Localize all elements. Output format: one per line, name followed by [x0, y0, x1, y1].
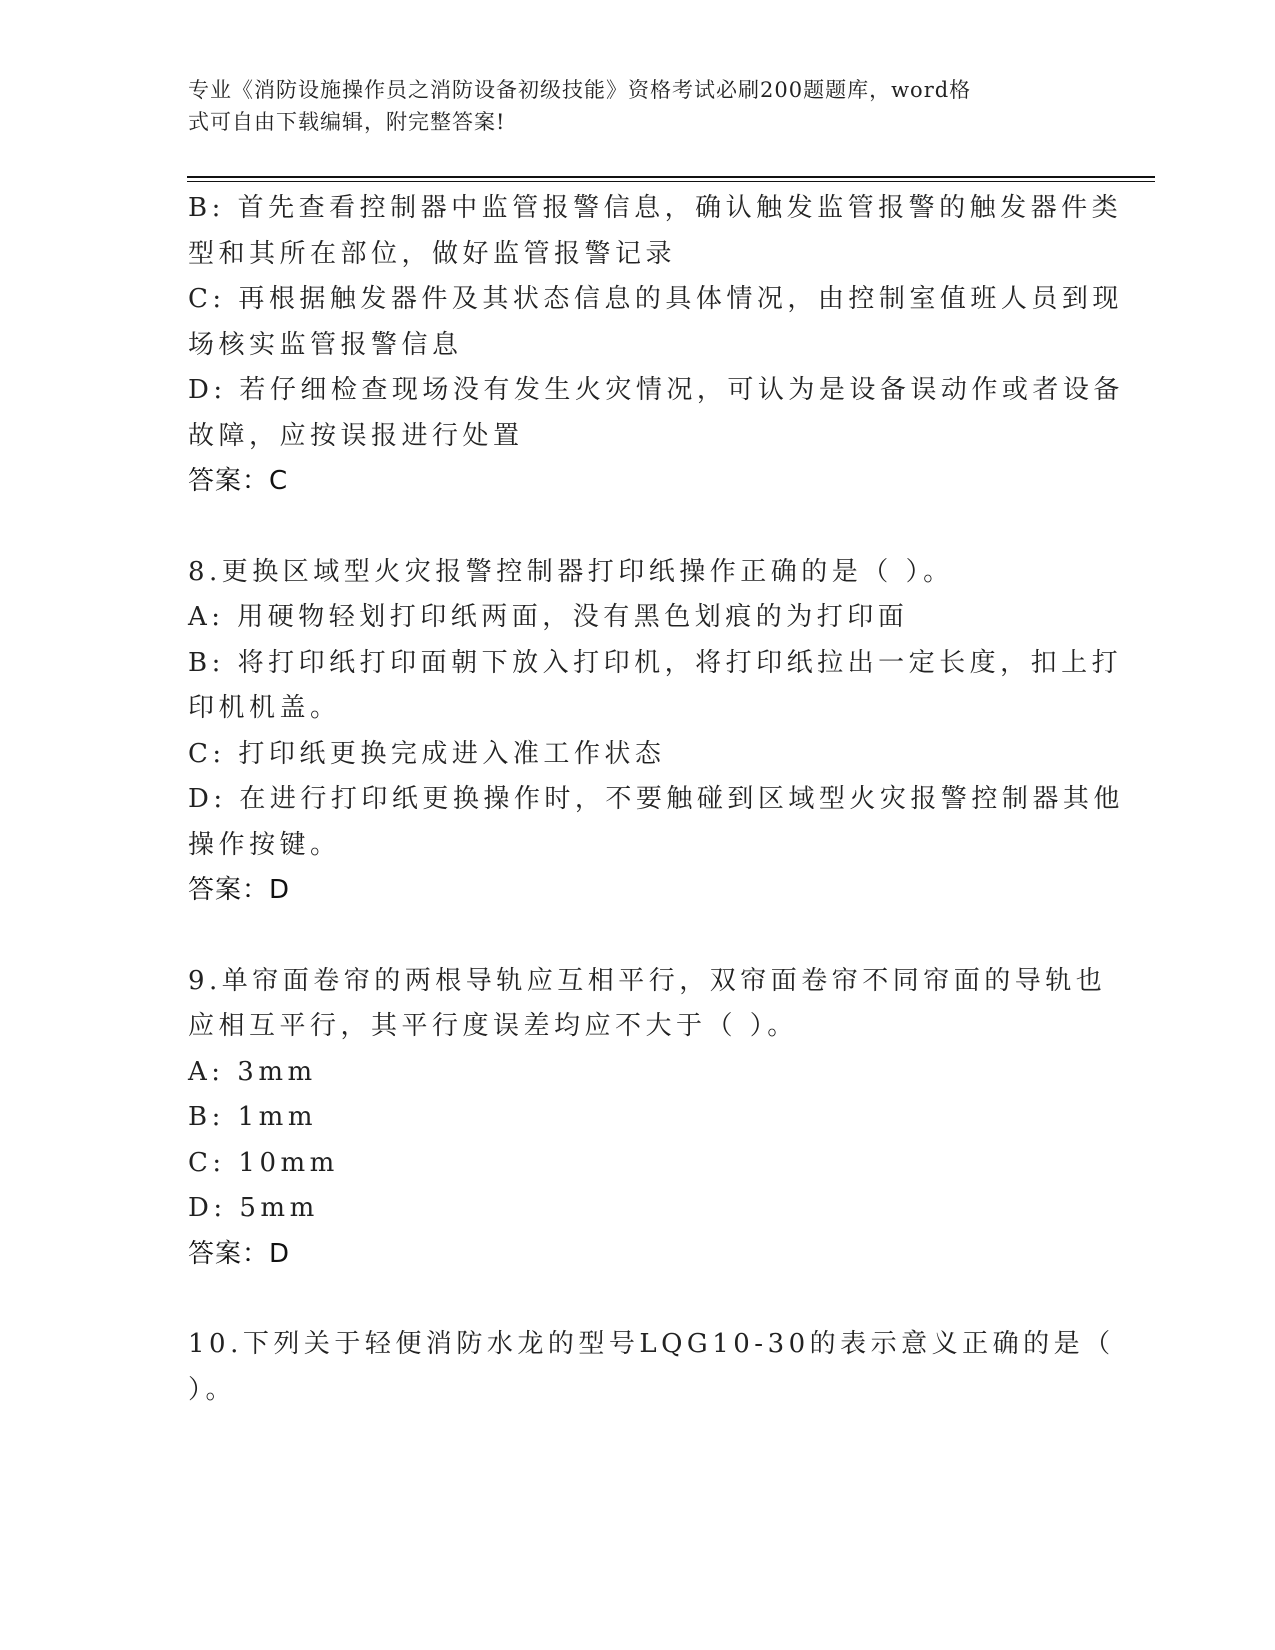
option-d-line-2: 操作按键。 — [188, 829, 341, 860]
option-b-line-1: B: 首先查看控制器中监管报警信息，确认触发监管报警的触发器件类 — [188, 193, 1123, 223]
option-b-line-2: 印机机盖。 — [188, 693, 341, 723]
header-line-2: 式可自由下载编辑，附完整答案! — [188, 110, 506, 134]
answer-label: 答案：D — [188, 875, 291, 905]
option-b-line-1: B: 将打印纸打印面朝下放入打印机，将打印纸拉出一定长度，扣上打 — [188, 647, 1123, 678]
option-c-line-1: C: 再根据触发器件及其状态信息的具体情况，由控制室值班人员到现 — [188, 284, 1123, 314]
header-divider-thick — [187, 176, 1155, 178]
header-divider-thin — [187, 181, 1155, 182]
question-list — [188, 186, 1124, 1413]
question-stem: 8.更换区域型火灾报警控制器打印纸操作正确的是（ ）。 — [188, 556, 954, 587]
document-header — [188, 74, 1088, 138]
question-stem-line-2: 应相互平行，其平行度误差均应不大于（ ）。 — [188, 1011, 798, 1041]
answer-label: 答案：C — [188, 466, 289, 496]
option-c: C: 10mm — [188, 1147, 339, 1178]
option-d: D: 5mm — [188, 1193, 319, 1223]
spacer — [188, 1277, 1088, 1322]
question-8 — [188, 550, 1124, 914]
option-b-line-2: 型和其所在部位，做好监管报警记录 — [188, 238, 677, 269]
option-d-line-1: D: 若仔细检查现场没有发生火灾情况，可认为是设备误动作或者设备 — [188, 375, 1124, 405]
question-stem-line-1: 9.单帘面卷帘的两根导轨应互相平行，双帘面卷帘不同帘面的导轨也 — [188, 965, 1107, 996]
option-a: A: 3mm — [188, 1056, 317, 1087]
question-7 — [188, 186, 1124, 505]
question-stem-line-2: ）。 — [188, 1374, 237, 1405]
question-10 — [188, 1322, 1115, 1413]
spacer — [188, 505, 1088, 550]
header-line-1: 专业《消防设施操作员之消防设备初级技能》资格考试必刷200题题库，word格 — [188, 78, 972, 102]
option-a: A: 用硬物轻划打印纸两面，没有黑色划痕的为打印面 — [188, 602, 909, 632]
option-c-line-2: 场核实监管报警信息 — [188, 329, 463, 360]
option-b: B: 1mm — [188, 1102, 317, 1132]
spacer — [188, 914, 1088, 959]
option-d-line-2: 故障，应按误报进行处置 — [188, 420, 524, 451]
question-9 — [188, 959, 1107, 1278]
answer-label: 答案：D — [188, 1238, 291, 1269]
option-d-line-1: D: 在进行打印纸更换操作时，不要触碰到区域型火灾报警控制器其他 — [188, 784, 1124, 814]
option-c: C: 打印纸更换完成进入准工作状态 — [188, 738, 666, 769]
question-stem-line-1: 10.下列关于轻便消防水龙的型号LQG10-30的表示意义正确的是（ — [188, 1329, 1115, 1359]
